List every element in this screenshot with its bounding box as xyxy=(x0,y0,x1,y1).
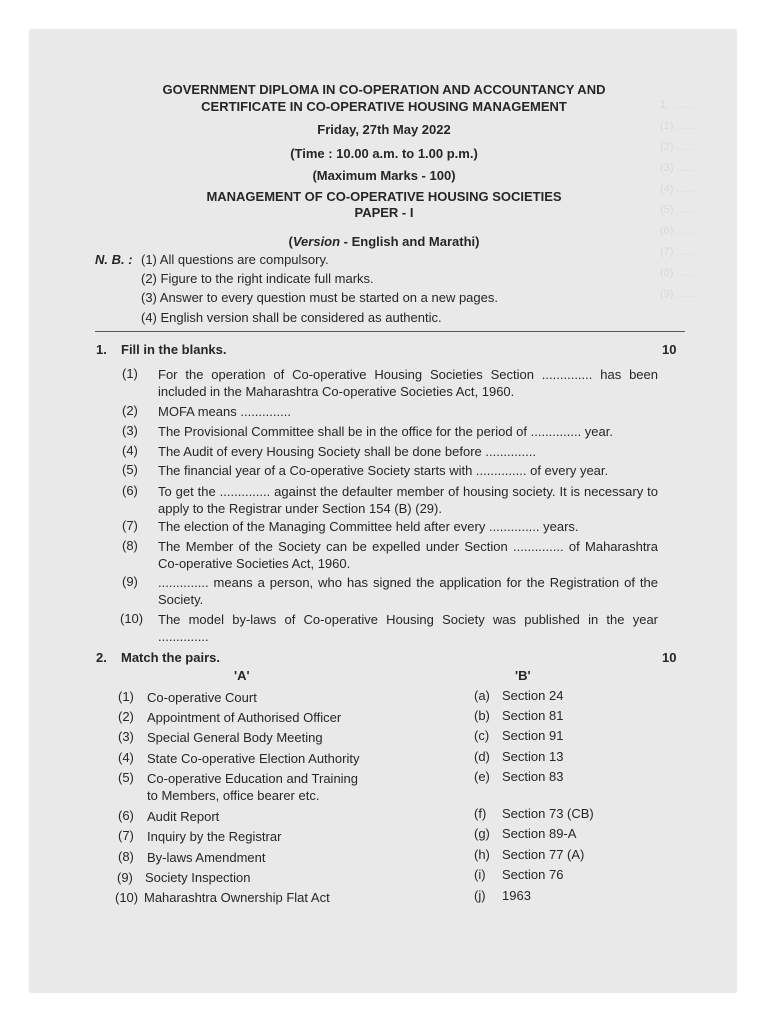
max-marks: (Maximum Marks - 100) xyxy=(312,168,456,183)
q1-marks: 10 xyxy=(662,342,677,357)
match-a-number: (3) xyxy=(118,729,134,744)
match-b-text: Section 13 xyxy=(502,749,564,764)
match-b-letter: (e) xyxy=(474,769,490,784)
q1-item-text: The Member of the Society can be expelled under Section .............. of Maharashtra Co-operative Societies Act, 1960. xyxy=(158,539,658,571)
exam-time: (Time : 10.00 a.m. to 1.00 p.m.) xyxy=(290,146,478,161)
match-a-number: (8) xyxy=(118,849,134,864)
match-a-text: Inquiry by the Registrar xyxy=(147,829,282,844)
match-b-letter: (d) xyxy=(474,749,490,764)
match-a-text: Co-operative Court xyxy=(147,690,257,705)
q1-item-number: (2) xyxy=(122,403,138,418)
match-b-text: Section 24 xyxy=(502,688,564,703)
match-a-text: Audit Report xyxy=(147,809,220,824)
match-b-letter: (a) xyxy=(474,688,490,703)
q1-item-number: (7) xyxy=(122,518,138,533)
column-b-header: 'B' xyxy=(515,668,531,683)
match-b-text: Section 89-A xyxy=(502,826,577,841)
q1-item-number: (5) xyxy=(122,462,138,477)
match-b-text: Section 91 xyxy=(502,728,564,743)
nb-item-3: (3) Answer to every question must be started on a new pages. xyxy=(141,290,498,305)
q1-item-text: MOFA means .............. xyxy=(158,404,291,419)
subject-title: MANAGEMENT OF CO-OPERATIVE HOUSING SOCIETIES xyxy=(206,189,562,204)
q1-item-number: (8) xyxy=(122,538,138,553)
divider-rule xyxy=(95,331,685,332)
q1-item-number: (10) xyxy=(120,611,144,626)
nb-item-4: (4) English version shall be considered as authentic. xyxy=(141,310,442,325)
match-a-number: (5) xyxy=(118,770,134,785)
q1-item-text: The model by-laws of Co-operative Housing Society was published in the year .............. xyxy=(158,612,658,644)
q1-item-text: The Provisional Committee shall be in the office for the period of .............. year. xyxy=(158,424,613,439)
q1-number: 1. xyxy=(96,342,107,357)
match-b-text: Section 81 xyxy=(502,708,564,723)
nb-item-1: (1) All questions are compulsory. xyxy=(141,252,329,267)
match-a-number: (10) xyxy=(115,890,139,905)
match-a-number: (1) xyxy=(118,689,134,704)
match-a-text: Special General Body Meeting xyxy=(147,730,323,745)
match-b-letter: (h) xyxy=(474,847,490,862)
match-a-number: (9) xyxy=(117,870,133,885)
paper-number: PAPER - I xyxy=(354,205,414,220)
match-b-text: Section 76 xyxy=(502,867,564,882)
match-a-text: Maharashtra Ownership Flat Act xyxy=(144,890,330,905)
match-b-letter: (b) xyxy=(474,708,490,723)
match-b-letter: (f) xyxy=(474,806,487,821)
version-word: Version xyxy=(292,234,341,249)
q1-item-number: (4) xyxy=(122,443,138,458)
q1-item-number: (9) xyxy=(122,574,138,589)
column-a-header: 'A' xyxy=(234,668,250,683)
exam-title-line1: GOVERNMENT DIPLOMA IN CO-OPERATION AND ACCOUNTANCY AND xyxy=(162,82,606,97)
match-b-text: Section 73 (CB) xyxy=(502,806,594,821)
match-a-text-continued: to Members, office bearer etc. xyxy=(147,788,320,803)
match-a-number: (2) xyxy=(118,709,134,724)
q2-title: Match the pairs. xyxy=(121,650,220,665)
q2-number: 2. xyxy=(96,650,107,665)
version-line xyxy=(0,234,768,249)
q1-item-text: For the operation of Co-operative Housing Societies Section .............. has been included in the Maharashtra Co-operative Societies Act, 1960. xyxy=(158,367,658,399)
match-a-text: Society Inspection xyxy=(145,870,251,885)
q2-marks: 10 xyxy=(662,650,677,665)
match-b-letter: (i) xyxy=(474,867,486,882)
match-b-letter: (g) xyxy=(474,826,490,841)
match-b-letter: (j) xyxy=(474,888,486,903)
q1-item-number: (1) xyxy=(122,366,138,381)
exam-title-line2: CERTIFICATE IN CO-OPERATIVE HOUSING MANAGEMENT xyxy=(201,99,567,114)
match-b-letter: (c) xyxy=(474,728,490,743)
match-a-number: (6) xyxy=(118,808,134,823)
match-a-number: (7) xyxy=(118,828,134,843)
nb-item-2: (2) Figure to the right indicate full marks. xyxy=(141,271,374,286)
nb-label: N. B. : xyxy=(95,252,133,267)
show-through-text: 1. ...... (1) ...... (2) ...... (3) ...... (4) ...... (5) ...... (6) ...... (7) ...... (8) ...... (9) ...... xyxy=(660,99,695,300)
q1-title: Fill in the blanks. xyxy=(121,342,227,357)
match-a-text: State Co-operative Election Authority xyxy=(147,751,360,766)
q1-item-text: The Audit of every Housing Society shall be done before .............. xyxy=(158,444,536,459)
q1-item-number: (3) xyxy=(122,423,138,438)
q1-item-text: The financial year of a Co-operative Society starts with .............. of every year. xyxy=(158,463,609,478)
match-a-text: By-laws Amendment xyxy=(147,850,266,865)
match-a-text: Appointment of Authorised Officer xyxy=(147,710,342,725)
match-b-text: 1963 xyxy=(502,888,531,903)
q1-item-text: The election of the Managing Committee held after every .............. years. xyxy=(158,519,579,534)
match-a-number: (4) xyxy=(118,750,134,765)
match-b-text: Section 77 (A) xyxy=(502,847,585,862)
match-b-text: Section 83 xyxy=(502,769,564,784)
match-a-text: Co-operative Education and Training xyxy=(147,771,359,786)
version-open: ( xyxy=(288,234,293,249)
q1-item-text: .............. means a person, who has signed the application for the Registration of the Society. xyxy=(158,575,658,607)
q1-item-text: To get the .............. against the defaulter member of housing society. It is necessary to apply to the Registrar under Section 154 (B) (29). xyxy=(158,484,658,516)
exam-date: Friday, 27th May 2022 xyxy=(317,122,451,137)
q1-item-number: (6) xyxy=(122,483,138,498)
version-rest: - English and Marathi) xyxy=(340,234,480,249)
